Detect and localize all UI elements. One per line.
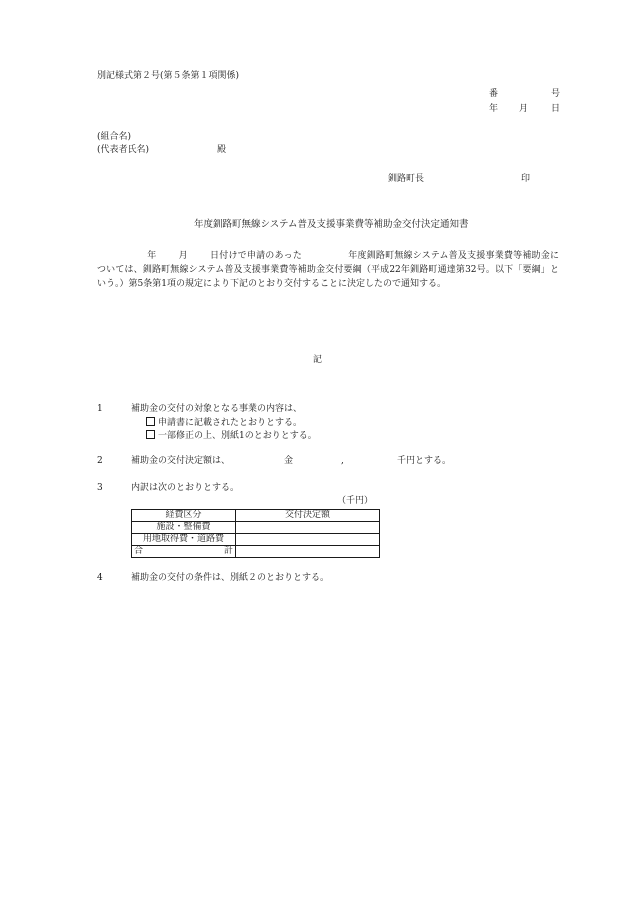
header-cost-category: 経費区分 [132,510,236,522]
number-ban: 番 [489,89,499,99]
item-number: 4 [97,573,103,583]
amount-comma: , [341,456,344,466]
table-row [132,522,380,534]
issuer-name: 釧路町長 [388,174,425,184]
item-number: 1 [97,404,103,414]
number-go: 号 [551,89,561,99]
item-text: 補助金の交付決定額は、 [131,456,231,466]
honorific: 殿 [217,145,227,155]
intro-date-clause: 日付けで申請のあった [209,251,303,261]
table-row [132,534,380,546]
item-number: 3 [97,483,103,493]
item-text: 補助金の交付の条件は、別紙２のとおりとする。 [131,573,330,583]
document-title: 年度釧路町無線システム普及支援事業費等補助金交付決定通知書 [194,219,469,230]
option-as-applied: 申請書に記載されたとおりとする。 [146,417,302,430]
amount-kin: 金 [284,456,294,466]
amount-tail: 千円とする。 [397,456,452,466]
checkbox-icon [146,430,155,439]
form-label: 別記様式第２号(第５条第１項関係) [97,71,240,81]
amount-cell [236,522,380,534]
total-label: 合 計 [132,546,236,558]
amount-cell [236,546,380,558]
intro-month: 月 [178,251,188,261]
unit-label: （千円） [337,496,374,506]
union-name-label: (組合名) [97,132,132,142]
checkbox-icon [146,417,155,426]
intro-program: 年度釧路町無線システム普及支援事業費 [348,251,514,261]
option-partial-revision: 一部修正の上、別紙1のとおりとする。 [146,430,317,443]
header-decided-amount: 交付決定額 [236,510,380,522]
date-month: 月 [519,104,529,114]
table-header-row [132,510,380,522]
table-total-row [132,546,380,558]
intro-year: 年 [147,251,157,261]
item-text: 補助金の交付の対象となる事業の内容は、 [131,404,303,414]
amount-cell [236,534,380,546]
intro-paragraph [97,249,559,291]
representative-label: (代表者氏名) [97,145,150,155]
item-number: 2 [97,456,103,466]
date-day: 日 [551,104,561,114]
intro-body: 等補助金については、釧路町無線システム普及支援事業費等補助金交付要綱（平成22年釧路町通達第32号。以下「要綱」という。）第5条第1項の規定により下記のとおり交付することに決定したので通知する。 [97,251,559,289]
date-year: 年 [489,104,499,114]
ki-heading: 記 [313,355,323,365]
row-label: 用地取得費・道路費 [132,534,236,546]
seal-mark: 印 [521,174,531,184]
item-text: 内訳は次のとおりとする。 [131,483,240,493]
breakdown-table [131,509,380,558]
row-label: 施設・整備費 [132,522,236,534]
